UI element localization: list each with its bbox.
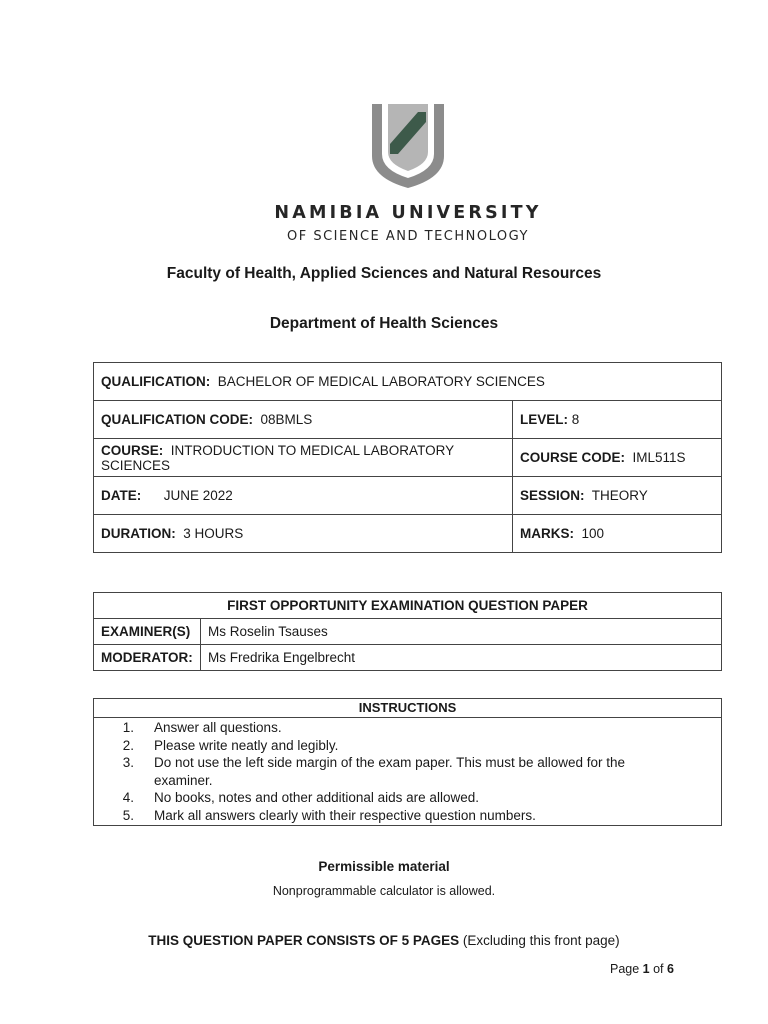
course-code-label: COURSE CODE:: [520, 450, 626, 465]
course-label: COURSE:: [101, 442, 164, 458]
table-row: [94, 515, 722, 553]
instruction-text: Please write neatly and legibly.: [154, 737, 339, 753]
instruction-number: 2.: [122, 737, 134, 753]
list-item: [94, 789, 721, 807]
list-item: [94, 754, 721, 789]
table-row: [94, 593, 722, 619]
table-row: [94, 645, 722, 671]
instruction-number: 3.: [122, 755, 134, 770]
examiner-label: EXAMINER(S): [94, 619, 201, 645]
page-mid: of: [649, 962, 667, 976]
table-row: [94, 477, 722, 515]
permissible-material-text: Nonprogrammable calculator is allowed.: [272, 884, 496, 898]
page-current: 1: [642, 962, 650, 976]
page-count-note: (Excluding this front page): [459, 933, 620, 948]
instructions-title: INSTRUCTIONS: [94, 699, 721, 718]
instruction-number: 1.: [122, 720, 134, 735]
course-code-cell: [513, 439, 722, 477]
instructions-box: [93, 698, 722, 826]
date-value: JUNE 2022: [163, 488, 233, 503]
qualification-label: QUALIFICATION:: [101, 374, 211, 389]
table-row: [94, 401, 722, 439]
date-label: DATE:: [101, 488, 142, 503]
session-cell: [513, 477, 722, 515]
instruction-number: 5.: [122, 807, 134, 823]
duration-cell: [94, 515, 513, 553]
page-count-bold: THIS QUESTION PAPER CONSISTS OF 5 PAGES: [148, 933, 460, 948]
course-value: INTRODUCTION TO MEDICAL LABORATORY SCIENCES: [101, 442, 454, 473]
marks-label: MARKS:: [520, 526, 574, 541]
duration-label: DURATION:: [101, 526, 176, 541]
list-item: [94, 737, 721, 755]
table-row: [94, 439, 722, 477]
table-row: [94, 619, 722, 645]
session-value: THEORY: [591, 488, 648, 503]
instruction-text: Mark all answers clearly with their respective question numbers.: [154, 807, 536, 823]
list-item: [94, 719, 721, 737]
duration-value: 3 HOURS: [183, 526, 244, 541]
page-count-statement: [0, 933, 768, 948]
qualification-value: BACHELOR OF MEDICAL LABORATORY SCIENCES: [217, 374, 545, 389]
level-label: LEVEL:: [520, 412, 569, 427]
permissible-material-title: Permissible material: [318, 859, 450, 874]
instruction-number: 4.: [122, 790, 134, 805]
examination-table: [93, 592, 722, 671]
page-prefix: Page: [610, 962, 643, 976]
department-title: Department of Health Sciences: [269, 315, 499, 332]
course-cell: [94, 439, 513, 477]
list-item: [94, 807, 721, 825]
instructions-list: [94, 718, 721, 824]
university-name: NAMIBIA UNIVERSITY: [274, 203, 542, 223]
university-logo: [364, 98, 452, 190]
course-details-table: [93, 362, 722, 553]
table-row: [94, 363, 722, 401]
level-value: 8: [571, 412, 580, 427]
date-cell: [94, 477, 513, 515]
page-total: 6: [667, 962, 674, 976]
university-subtitle: OF SCIENCE AND TECHNOLOGY: [287, 229, 529, 244]
instruction-text: Answer all questions.: [154, 720, 282, 735]
page-number: [610, 962, 674, 976]
exam-title: FIRST OPPORTUNITY EXAMINATION QUESTION PAPER: [94, 593, 722, 619]
marks-value: 100: [581, 526, 605, 541]
course-code-value: IML511S: [632, 450, 686, 465]
marks-cell: [513, 515, 722, 553]
level-cell: [513, 401, 722, 439]
moderator-label: MODERATOR:: [94, 645, 201, 671]
qualification-code-label: QUALIFICATION CODE:: [101, 412, 253, 427]
faculty-title: Faculty of Health, Applied Sciences and Natural Resources: [166, 265, 602, 282]
qualification-code-value: 08BMLS: [260, 412, 313, 427]
qualification-code-cell: [94, 401, 513, 439]
session-label: SESSION:: [520, 488, 585, 503]
instruction-text: Do not use the left side margin of the exam paper. This must be allowed for the examiner.: [154, 755, 626, 788]
instruction-text: No books, notes and other additional aids are allowed.: [154, 790, 479, 805]
qualification-cell: [94, 363, 722, 401]
moderator-value: Ms Fredrika Engelbrecht: [201, 645, 722, 671]
examiner-value: Ms Roselin Tsauses: [201, 619, 722, 645]
